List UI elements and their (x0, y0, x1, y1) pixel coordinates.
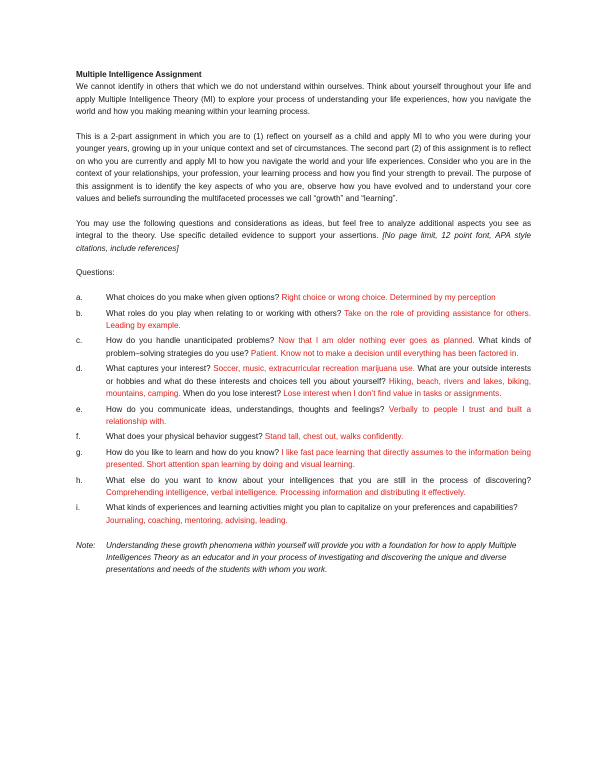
document-page (76, 69, 531, 577)
question-text-3: When do you lose interest? (182, 389, 282, 399)
instructions-text: You may use the following questions and considerations as ideas, but feel free to analyze additional aspects you see as integral to the theory. Use specific detailed evidence to support your assertions. (76, 218, 531, 241)
answer-text: Verbally to people I trust and built a relationship with. (106, 404, 532, 426)
question-item-i (76, 502, 531, 527)
question-text: What kinds of experiences and learning activities might you plan to capitalize on your preferences and capabilities? (106, 503, 518, 513)
question-item-f (76, 431, 531, 443)
answer-text: Right choice or wrong choice. Determined by my perception (281, 293, 496, 303)
question-item-b (76, 308, 531, 333)
answer-text-3: Lose interest when I don’t find value in tasks or assignments. (283, 389, 502, 399)
answer-text: Comprehending intelligence, verbal intelligence. Processing information and distributing it effectively. (106, 487, 466, 497)
question-text-2: What kinds of problem–solving strategies do you use? (106, 336, 532, 358)
instructions-italic: [No page limit, 12 point font, APA style citations, include references] (76, 231, 532, 253)
question-letter: a. (76, 293, 83, 303)
question-letter: f. (76, 432, 81, 442)
question-item-h (76, 475, 531, 500)
question-text: How do you like to learn and how do you know? (106, 447, 279, 457)
question-text: How do you handle unanticipated problems? (106, 336, 275, 346)
instructions-paragraph (76, 218, 531, 255)
question-letter: g. (76, 447, 83, 457)
question-item-c (76, 335, 531, 360)
question-text: What else do you want to know about your intelligences that you are still in the process of discovering? (106, 475, 531, 485)
question-letter: e. (76, 404, 83, 414)
answer-text: Soccer, music, extracurricular recreation marijuana use. (213, 364, 415, 374)
question-item-d (76, 363, 531, 400)
answer-text: Take on the role of providing assistance for others. Leading by example. (106, 308, 531, 331)
intro-paragraph: We cannot identify in others that which we do not understand within ourselves. Think about yourself throughout your life and apply Multiple Intelligence Theory (MI) to explore your process of understanding your life experiences, how you navigate the world and how you making meaning within your learning process. (76, 82, 531, 117)
question-letter: c. (76, 336, 83, 346)
answer-text: Stand tall, chest out, walks confidently. (264, 432, 404, 442)
question-text: What captures your interest? (106, 364, 211, 374)
question-text: What does your physical behavior suggest? (106, 432, 263, 442)
part-description-paragraph: This is a 2-part assignment in which you are to (1) reflect on yourself as a child and apply MI to who you were during your younger years, growing up in your unique context and set of circumstances. The second part (2) of this assignment is to reflect on who you are currently and apply MI to how you navigate the world and your life experiences. Consider who you are in the context of your relationships, your profession, your learning process and how you find your strength to prevail. The purpose of this assignment is to identify the key aspects of who you are, observe how you have evolved and to understand your core values and beliefs surrounding the multifaceted processes we call “growth” and “learning”. (76, 132, 531, 204)
note-label: Note: (76, 540, 96, 550)
question-letter: i. (76, 503, 81, 513)
question-item-g (76, 447, 531, 472)
question-text-2: What are your outside interests or hobbies and what do these interests and choices tell you about yourself? (106, 364, 531, 386)
answer-text: Journaling, coaching, mentoring, advising, leading. (106, 515, 288, 525)
questions-heading: Questions: (76, 268, 115, 278)
answer-text: I like fast pace learning that directly assumes to the information being presented. Short attention span learning by doing and visual learning. (106, 447, 531, 470)
document-title: Multiple Intelligence Assignment (76, 70, 202, 79)
questions-list (76, 292, 531, 527)
question-text: What choices do you make when given options? (106, 293, 280, 303)
question-letter: d. (76, 364, 83, 374)
question-text: How do you communicate ideas, understandings, thoughts and feelings? (106, 404, 385, 414)
answer-text-2: Hiking, beach, rivers and lakes, biking, mountains, camping. (106, 376, 531, 399)
question-item-a (76, 292, 531, 304)
question-text: What roles do you play when relating to or working with others? (106, 308, 342, 318)
question-item-e (76, 404, 531, 429)
note-text: Understanding these growth phenomena within yourself will provide you with a foundation for how to apply Multiple Intelligences Theory as an educator and in your process of investigating and discovering the unique and diverse presentations and needs of the students with whom you work. (106, 540, 517, 575)
answer-text: Now that I am older nothing ever goes as planned. (278, 336, 475, 346)
note-block (76, 540, 531, 577)
question-letter: h. (76, 475, 83, 485)
question-letter: b. (76, 308, 83, 318)
answer-text-2: Patient. Know not to make a decision until everything has been factored in. (250, 348, 519, 358)
